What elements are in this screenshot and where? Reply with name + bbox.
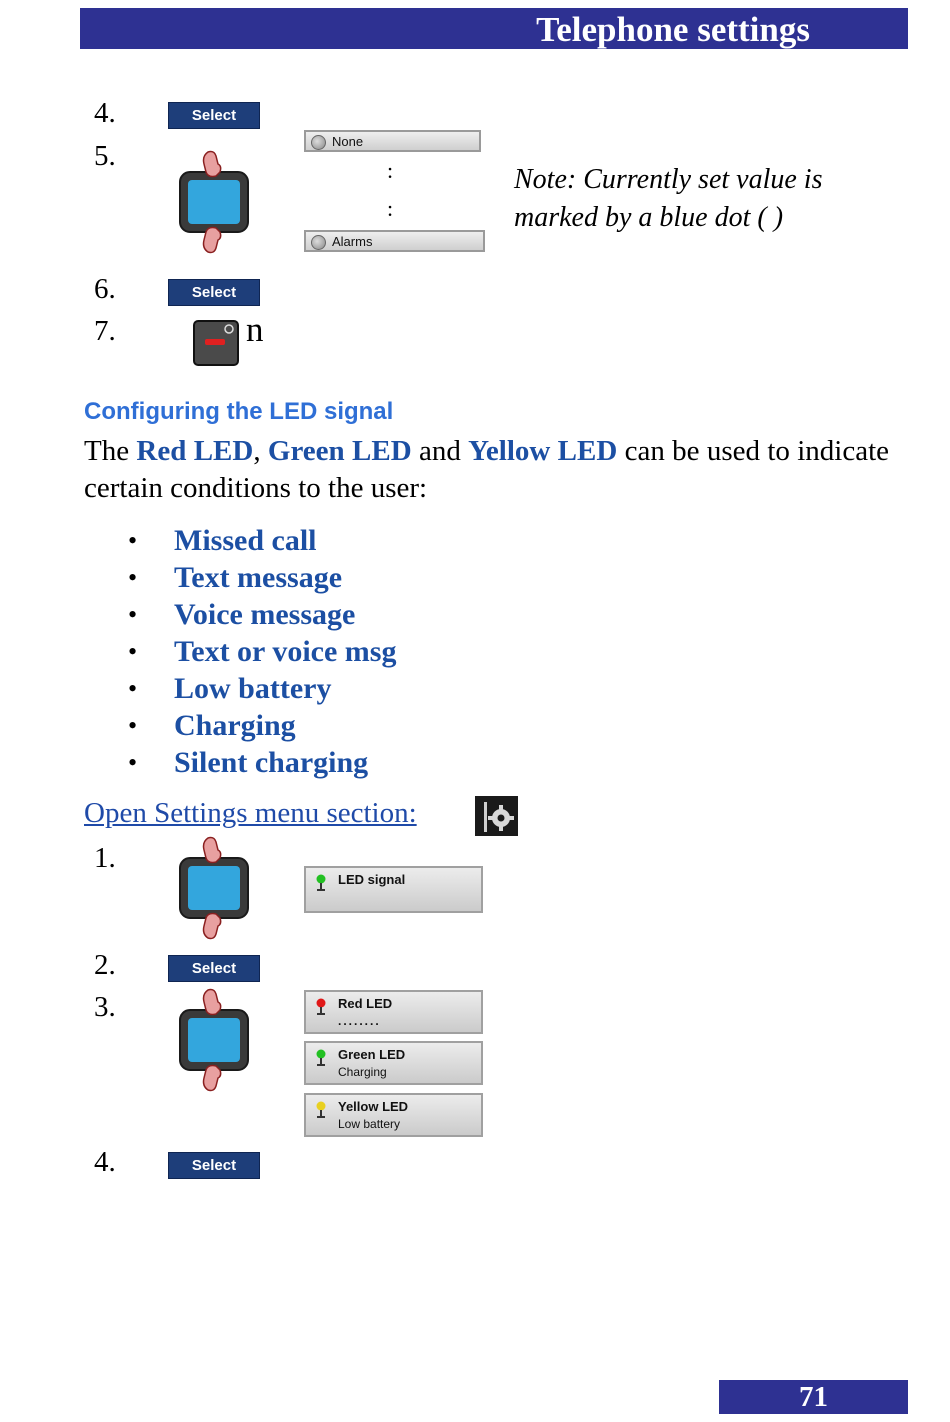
led-lamp-icon	[315, 874, 327, 892]
header-bar	[80, 8, 908, 49]
list-item: • Text or voice msg	[128, 633, 396, 670]
intro-paragraph: The Red LED, Green LED and Yellow LED can be used to indicate certain conditions to the user:	[84, 435, 890, 504]
list-item: • Charging	[128, 707, 396, 744]
select-button[interactable]: Select	[168, 955, 260, 982]
red-led-term: Red LED	[136, 435, 254, 467]
menu-option-red-led: Red LED ........	[304, 990, 483, 1034]
navigation-key-icon	[176, 836, 252, 940]
list-item: • Low battery	[128, 670, 396, 707]
page-number: 71	[719, 1380, 908, 1414]
menu-option-green-led: Green LED Charging	[304, 1041, 483, 1085]
menu-option-alarms: Alarms	[304, 230, 485, 252]
step-number: 1.	[94, 842, 116, 874]
radio-dot-icon	[311, 235, 326, 250]
red-led-icon	[315, 998, 327, 1016]
yellow-led-term: Yellow LED	[468, 435, 618, 467]
navigation-key-icon	[176, 150, 252, 254]
section-heading: Configuring the LED signal	[84, 398, 394, 425]
select-button[interactable]: Select	[168, 1152, 260, 1179]
menu-option-led-signal: LED signal	[304, 866, 483, 913]
end-key-suffix: n	[246, 310, 264, 349]
list-item: • Text message	[128, 559, 396, 596]
settings-gear-icon	[475, 796, 518, 836]
green-led-term: Green LED	[267, 435, 412, 467]
select-button[interactable]: Select	[168, 279, 260, 306]
navigation-key-icon	[176, 988, 252, 1092]
end-call-key-icon	[193, 320, 239, 366]
list-item: • Silent charging	[128, 744, 396, 781]
step-number: 2.	[94, 949, 116, 981]
radio-dot-icon	[311, 135, 326, 150]
step-number: 3.	[94, 991, 116, 1023]
condition-list	[128, 522, 396, 781]
select-button[interactable]: Select	[168, 102, 260, 129]
menu-option-none: None	[304, 130, 481, 152]
page-title: Telephone settings	[536, 10, 810, 49]
step-number: 5.	[94, 140, 116, 172]
yellow-led-icon	[315, 1101, 327, 1119]
ellipsis-colon: :	[387, 158, 394, 183]
step-number: 4.	[94, 97, 116, 129]
step-number: 6.	[94, 273, 116, 305]
open-settings-link[interactable]: Open Settings menu section:	[84, 797, 417, 829]
ellipsis-colon: :	[387, 196, 394, 221]
menu-option-yellow-led: Yellow LED Low battery	[304, 1093, 483, 1137]
step-number: 4.	[94, 1146, 116, 1178]
list-item: • Missed call	[128, 522, 396, 559]
step-number: 7.	[94, 315, 116, 347]
list-item: • Voice message	[128, 596, 396, 633]
green-led-icon	[315, 1049, 327, 1067]
note-text: Note: Currently set value is marked by a blue dot ( )	[514, 164, 823, 233]
